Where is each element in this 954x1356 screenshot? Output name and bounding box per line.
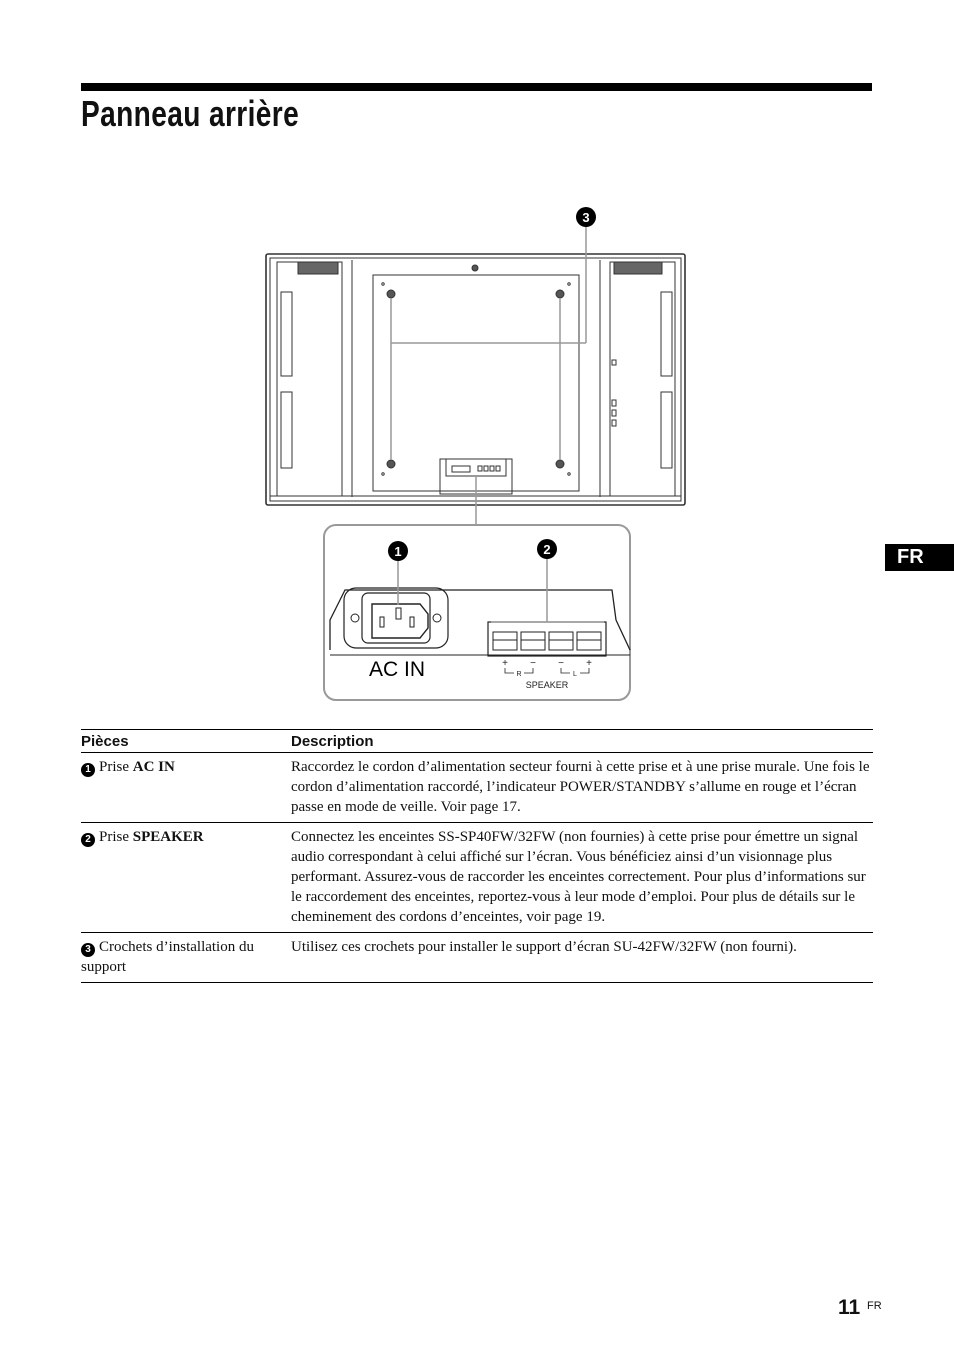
table-header-row: [81, 730, 873, 753]
number-badge: 3: [81, 943, 95, 957]
callout-3-label: 3: [582, 210, 590, 225]
number-badge: 1: [81, 763, 95, 777]
language-tab: FR: [885, 544, 954, 571]
svg-text:+: +: [586, 658, 592, 669]
table-row: [81, 753, 873, 823]
table-row: [81, 823, 873, 933]
svg-text:−: −: [558, 658, 564, 669]
description-cell: Utilisez ces crochets pour installer le support d’écran SU-42FW/32FW (non fourni).: [291, 933, 873, 983]
svg-text:2: 2: [543, 542, 551, 557]
table-row: [81, 933, 873, 983]
svg-text:+: +: [502, 658, 508, 669]
svg-text:R: R: [516, 671, 522, 678]
page-number: 11: [838, 1296, 861, 1319]
part-cell: 3 Crochets d’installation du support: [81, 933, 291, 983]
number-badge: 2: [81, 833, 95, 847]
ac-in-label: AC IN: [369, 658, 426, 681]
header-parts: Pièces: [81, 730, 291, 753]
header-description: Description: [291, 730, 873, 753]
page-language: FR: [867, 1300, 882, 1312]
description-cell: Connectez les enceintes SS-SP40FW/32FW (non fournies) à cette prise pour émettre un signal audio correspondant à celui affiché sur l’écran. Vous bénéficiez ainsi d’un visionnage plus performant. Assurez-vous de raccorder les enceintes correctement. Pour plus d’informations sur le raccordement des enceintes, reportez-vous à leur mode d’emploi. Pour plus de détails sur le cheminement des cordons d’enceintes, voir page 19.: [291, 823, 873, 933]
speaker-label: SPEAKER: [525, 680, 569, 690]
callout-3-marker: [576, 207, 596, 227]
callout-3-leader: [391, 226, 586, 525]
svg-text:−: −: [530, 658, 536, 669]
part-cell: 2 Prise SPEAKER: [81, 823, 291, 933]
description-cell: Raccordez le cordon d’alimentation secteur fourni à cette prise et à une prise murale. Une fois le cordon d’alimentation raccordé, l’indicateur POWER/STANDBY s’allume en rouge et l’écran passe en mode de veille. Voir page 17.: [291, 753, 873, 823]
part-cell: 1 Prise AC IN: [81, 753, 291, 823]
svg-text:L: L: [573, 671, 577, 678]
zoom-detail-box: [324, 525, 630, 700]
tv-back-illustration: [266, 254, 685, 505]
parts-table: [81, 729, 873, 983]
svg-text:1: 1: [394, 544, 402, 559]
page-title: Panneau arrière: [81, 93, 300, 134]
